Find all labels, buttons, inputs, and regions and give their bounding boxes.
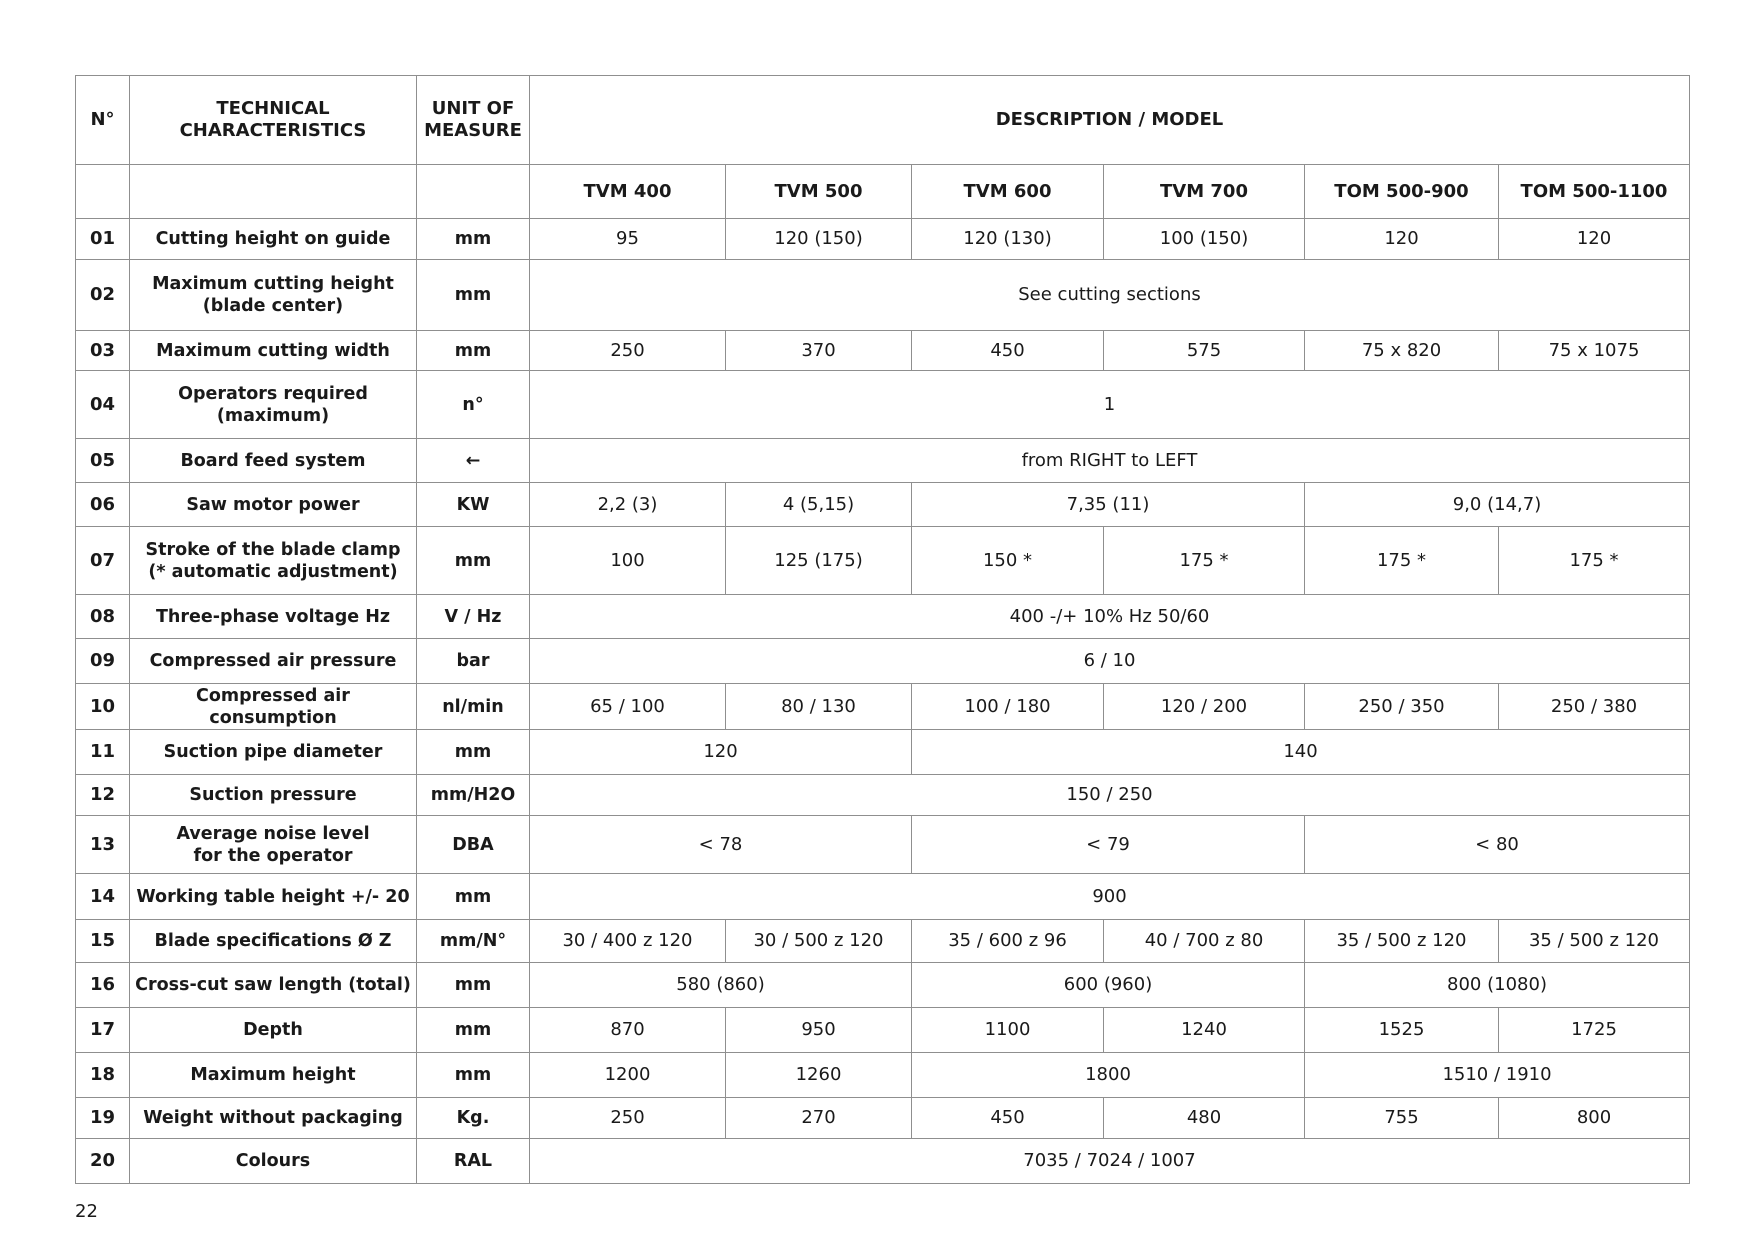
empty-cell [76, 165, 130, 219]
model-name: TOM 500-1100 [1499, 165, 1690, 219]
characteristic-label: Maximum cutting width [130, 331, 417, 371]
row-number: 09 [76, 639, 130, 684]
characteristic-label: Board feed system [130, 439, 417, 483]
characteristic-label: Saw motor power [130, 483, 417, 527]
value-cell: 575 [1104, 331, 1305, 371]
value-cell: 1510 / 1910 [1305, 1053, 1690, 1098]
value-cell: See cutting sections [530, 260, 1690, 331]
value-cell: 120 / 200 [1104, 684, 1305, 730]
value-cell: 120 (150) [726, 219, 912, 260]
row-number: 03 [76, 331, 130, 371]
value-cell: 35 / 500 z 120 [1305, 920, 1499, 963]
row-number: 15 [76, 920, 130, 963]
value-cell: 65 / 100 [530, 684, 726, 730]
value-cell: 450 [912, 1098, 1104, 1139]
value-cell: 800 [1499, 1098, 1690, 1139]
value-cell: 150 * [912, 527, 1104, 595]
value-cell: from RIGHT to LEFT [530, 439, 1690, 483]
value-cell: 250 [530, 331, 726, 371]
unit-of-measure: Kg. [417, 1098, 530, 1139]
spec-row [76, 963, 1690, 1008]
value-cell: 950 [726, 1008, 912, 1053]
empty-cell [130, 165, 417, 219]
row-number: 04 [76, 371, 130, 439]
spec-row [76, 639, 1690, 684]
spec-row [76, 1139, 1690, 1184]
spec-row [76, 219, 1690, 260]
unit-of-measure: mm [417, 963, 530, 1008]
spec-row [76, 775, 1690, 816]
row-number: 19 [76, 1098, 130, 1139]
table-header-row [76, 76, 1690, 165]
unit-of-measure: bar [417, 639, 530, 684]
row-number: 13 [76, 816, 130, 874]
unit-of-measure: n° [417, 371, 530, 439]
empty-cell [417, 165, 530, 219]
value-cell: 1260 [726, 1053, 912, 1098]
value-cell: 100 [530, 527, 726, 595]
value-cell: 1800 [912, 1053, 1305, 1098]
row-number: 12 [76, 775, 130, 816]
model-name: TVM 400 [530, 165, 726, 219]
row-number: 18 [76, 1053, 130, 1098]
spec-row [76, 483, 1690, 527]
value-cell: 100 / 180 [912, 684, 1104, 730]
unit-of-measure: mm [417, 527, 530, 595]
value-cell: 30 / 500 z 120 [726, 920, 912, 963]
model-name: TVM 500 [726, 165, 912, 219]
unit-of-measure: RAL [417, 1139, 530, 1184]
value-cell: 250 / 380 [1499, 684, 1690, 730]
value-cell: 600 (960) [912, 963, 1305, 1008]
unit-of-measure: KW [417, 483, 530, 527]
unit-of-measure: mm [417, 1008, 530, 1053]
characteristic-label: Maximum cutting height (blade center) [130, 260, 417, 331]
spec-row [76, 1098, 1690, 1139]
unit-of-measure: mm/H2O [417, 775, 530, 816]
spec-row [76, 1053, 1690, 1098]
value-cell: 580 (860) [530, 963, 912, 1008]
value-cell: 140 [912, 730, 1690, 775]
value-cell: 9,0 (14,7) [1305, 483, 1690, 527]
value-cell: 4 (5,15) [726, 483, 912, 527]
value-cell: 35 / 500 z 120 [1499, 920, 1690, 963]
characteristic-label: Colours [130, 1139, 417, 1184]
characteristic-label: Blade specifications Ø Z [130, 920, 417, 963]
value-cell: 1525 [1305, 1008, 1499, 1053]
unit-of-measure: ← [417, 439, 530, 483]
unit-of-measure: DBA [417, 816, 530, 874]
value-cell: 30 / 400 z 120 [530, 920, 726, 963]
value-cell: 400 -/+ 10% Hz 50/60 [530, 595, 1690, 639]
characteristic-label: Suction pipe diameter [130, 730, 417, 775]
value-cell: 7,35 (11) [912, 483, 1305, 527]
spec-row [76, 371, 1690, 439]
row-number: 02 [76, 260, 130, 331]
spec-row [76, 1008, 1690, 1053]
value-cell: 6 / 10 [530, 639, 1690, 684]
spec-row [76, 816, 1690, 874]
characteristic-label: Compressed air consumption [130, 684, 417, 730]
value-cell: 35 / 600 z 96 [912, 920, 1104, 963]
characteristic-label: Weight without packaging [130, 1098, 417, 1139]
characteristic-label: Depth [130, 1008, 417, 1053]
row-number: 01 [76, 219, 130, 260]
row-number: 10 [76, 684, 130, 730]
spec-row [76, 730, 1690, 775]
value-cell: 1 [530, 371, 1690, 439]
characteristic-label: Suction pressure [130, 775, 417, 816]
spec-row [76, 527, 1690, 595]
spec-row [76, 439, 1690, 483]
header-technical-characteristics: TECHNICAL CHARACTERISTICS [130, 76, 417, 165]
page-number: 22 [75, 1201, 98, 1222]
value-cell: 1725 [1499, 1008, 1690, 1053]
value-cell: 250 / 350 [1305, 684, 1499, 730]
value-cell: 250 [530, 1098, 726, 1139]
spec-row [76, 595, 1690, 639]
characteristic-label: Maximum height [130, 1053, 417, 1098]
value-cell: 75 x 1075 [1499, 331, 1690, 371]
spec-row [76, 684, 1690, 730]
value-cell: 7035 / 7024 / 1007 [530, 1139, 1690, 1184]
value-cell: 270 [726, 1098, 912, 1139]
value-cell: 800 (1080) [1305, 963, 1690, 1008]
value-cell: 175 * [1499, 527, 1690, 595]
value-cell: 870 [530, 1008, 726, 1053]
specifications-table [75, 75, 1690, 1184]
unit-of-measure: mm [417, 331, 530, 371]
value-cell: 370 [726, 331, 912, 371]
characteristic-label: Stroke of the blade clamp (* automatic adjustment) [130, 527, 417, 595]
spec-row [76, 874, 1690, 920]
value-cell: 900 [530, 874, 1690, 920]
value-cell: < 79 [912, 816, 1305, 874]
row-number: 14 [76, 874, 130, 920]
row-number: 08 [76, 595, 130, 639]
row-number: 07 [76, 527, 130, 595]
header-number: N° [76, 76, 130, 165]
row-number: 06 [76, 483, 130, 527]
value-cell: 2,2 (3) [530, 483, 726, 527]
row-number: 16 [76, 963, 130, 1008]
value-cell: 95 [530, 219, 726, 260]
spec-row [76, 260, 1690, 331]
unit-of-measure: nl/min [417, 684, 530, 730]
row-number: 11 [76, 730, 130, 775]
unit-of-measure: mm [417, 260, 530, 331]
model-name: TVM 700 [1104, 165, 1305, 219]
value-cell: 1100 [912, 1008, 1104, 1053]
characteristic-label: Three-phase voltage Hz [130, 595, 417, 639]
characteristic-label: Cross-cut saw length (total) [130, 963, 417, 1008]
model-name: TOM 500-900 [1305, 165, 1499, 219]
value-cell: 125 (175) [726, 527, 912, 595]
characteristic-label: Working table height +/- 20 [130, 874, 417, 920]
value-cell: 1240 [1104, 1008, 1305, 1053]
characteristic-label: Compressed air pressure [130, 639, 417, 684]
row-number: 17 [76, 1008, 130, 1053]
row-number: 20 [76, 1139, 130, 1184]
value-cell: 480 [1104, 1098, 1305, 1139]
characteristic-label: Cutting height on guide [130, 219, 417, 260]
value-cell: 120 [1499, 219, 1690, 260]
value-cell: 40 / 700 z 80 [1104, 920, 1305, 963]
value-cell: 75 x 820 [1305, 331, 1499, 371]
unit-of-measure: mm/N° [417, 920, 530, 963]
unit-of-measure: mm [417, 219, 530, 260]
header-unit-of-measure: UNIT OF MEASURE [417, 76, 530, 165]
value-cell: 755 [1305, 1098, 1499, 1139]
unit-of-measure: mm [417, 1053, 530, 1098]
value-cell: 150 / 250 [530, 775, 1690, 816]
value-cell: 100 (150) [1104, 219, 1305, 260]
spec-row [76, 331, 1690, 371]
value-cell: 1200 [530, 1053, 726, 1098]
value-cell: 80 / 130 [726, 684, 912, 730]
value-cell: < 80 [1305, 816, 1690, 874]
row-number: 05 [76, 439, 130, 483]
value-cell: 120 (130) [912, 219, 1104, 260]
characteristic-label: Operators required (maximum) [130, 371, 417, 439]
spec-row [76, 920, 1690, 963]
value-cell: < 78 [530, 816, 912, 874]
header-description-model: DESCRIPTION / MODEL [530, 76, 1690, 165]
unit-of-measure: mm [417, 874, 530, 920]
unit-of-measure: V / Hz [417, 595, 530, 639]
value-cell: 120 [1305, 219, 1499, 260]
value-cell: 175 * [1305, 527, 1499, 595]
characteristic-label: Average noise level for the operator [130, 816, 417, 874]
model-header-row [76, 165, 1690, 219]
unit-of-measure: mm [417, 730, 530, 775]
model-name: TVM 600 [912, 165, 1104, 219]
value-cell: 175 * [1104, 527, 1305, 595]
value-cell: 120 [530, 730, 912, 775]
value-cell: 450 [912, 331, 1104, 371]
